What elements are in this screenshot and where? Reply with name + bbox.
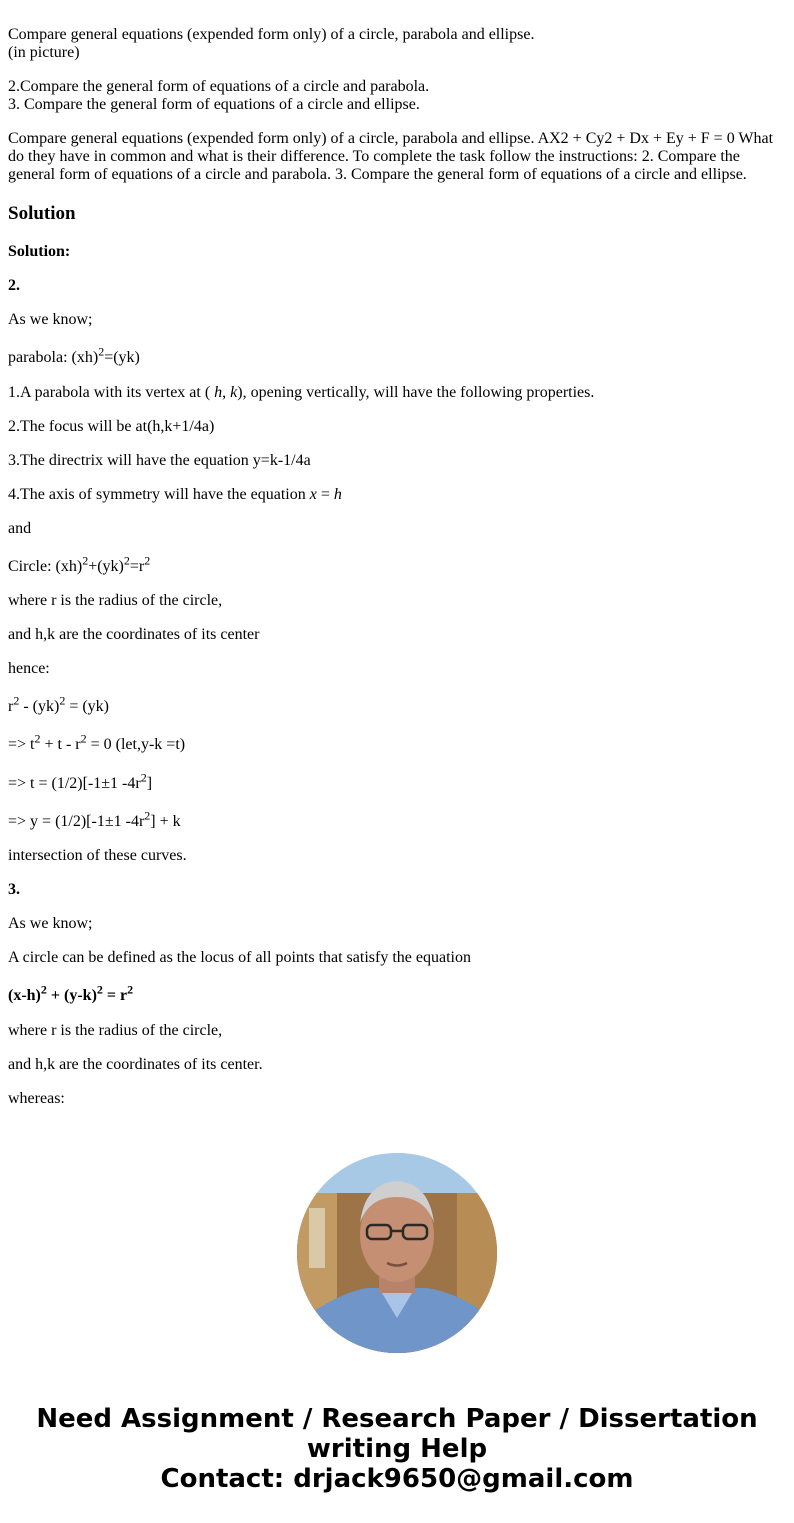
derivation-line-2: => $t^2 + t - r^2 = 0$ (let,y-k =t) (8, 731, 186, 753)
part-2-number: 2. (8, 277, 20, 294)
question-full-text: Compare general equations (expended form only) of a circle, parabola and ellipse. AX2 + Cy2 + Dx + Ey + F = 0 What do they have in common and what is their difference. To complete the task follow the instructions: 2. Compare the general form of equations of a circle and parabola. 3. Compare the general form of equations of a circle and ellipse. (8, 130, 774, 183)
hence-text: hence: (8, 660, 50, 677)
promo-line-1: Need Assignment / Research Paper / Dissertation (36, 1404, 758, 1434)
promo-banner (0, 1404, 794, 1494)
derivation-line-3: => t = (1/2)[-1±1 $-4r^2$] (8, 770, 153, 792)
promo-line-2: writing Help (306, 1434, 488, 1464)
circle-radius-note: where r is the radius of the circle, (8, 592, 223, 609)
solution-heading: Solution (8, 203, 76, 224)
derivation-line-4: => y = (1/2)[-1±1 $-4r^2] + k$ (8, 808, 181, 830)
parabola-property-4: 4.The axis of symmetry will have the equation x = h (8, 486, 342, 503)
parabola-property-3: 3.The directrix will have the equation y=k-1/4a (8, 452, 311, 469)
question-line-1: Compare general equations (expended form only) of a circle, parabola and ellipse. (8, 26, 535, 43)
part-2-conclusion: intersection of these curves. (8, 847, 187, 864)
circle-definition: A circle can be defined as the locus of all points that satisfy the equation (8, 949, 471, 966)
part-2-intro: As we know; (8, 311, 93, 328)
circle-center-note: and h,k are the coordinates of its center (8, 626, 260, 643)
author-portrait-image (297, 1153, 497, 1353)
part-3-center-note: and h,k are the coordinates of its center. (8, 1056, 263, 1073)
solution-label: Solution: (8, 243, 71, 260)
parabola-property-1: 1.A parabola with its vertex at ( h, k), opening vertically, will have the following properties. (8, 384, 595, 401)
derivation-line-1: $r^2 - (yk)^2 = (yk)$ (8, 693, 109, 715)
circle-standard-equation: $(x-h)^2 + (y-k)^2 = r^2$ (8, 982, 134, 1004)
parabola-property-2: 2.The focus will be at(h,k+1/4a) (8, 418, 215, 435)
circle-equation: Circle: $(xh)^2+(yk)^2=r^2$ (8, 553, 151, 575)
question-task-2: 2.Compare the general form of equations of a circle and parabola. (8, 78, 430, 95)
part-3-radius-note: where r is the radius of the circle, (8, 1022, 223, 1039)
promo-contact: Contact: drjack9650@gmail.com (160, 1464, 634, 1494)
and-text: and (8, 520, 32, 537)
part-3-intro: As we know; (8, 915, 93, 932)
part-3-number: 3. (8, 881, 20, 898)
question-task-3: 3. Compare the general form of equations of a circle and ellipse. (8, 96, 420, 113)
question-line-2: (in picture) (8, 44, 80, 61)
author-avatar (297, 1153, 497, 1353)
whereas-text: whereas: (8, 1090, 65, 1107)
parabola-equation: parabola: (xh)$^2$=(yk) (8, 344, 140, 366)
